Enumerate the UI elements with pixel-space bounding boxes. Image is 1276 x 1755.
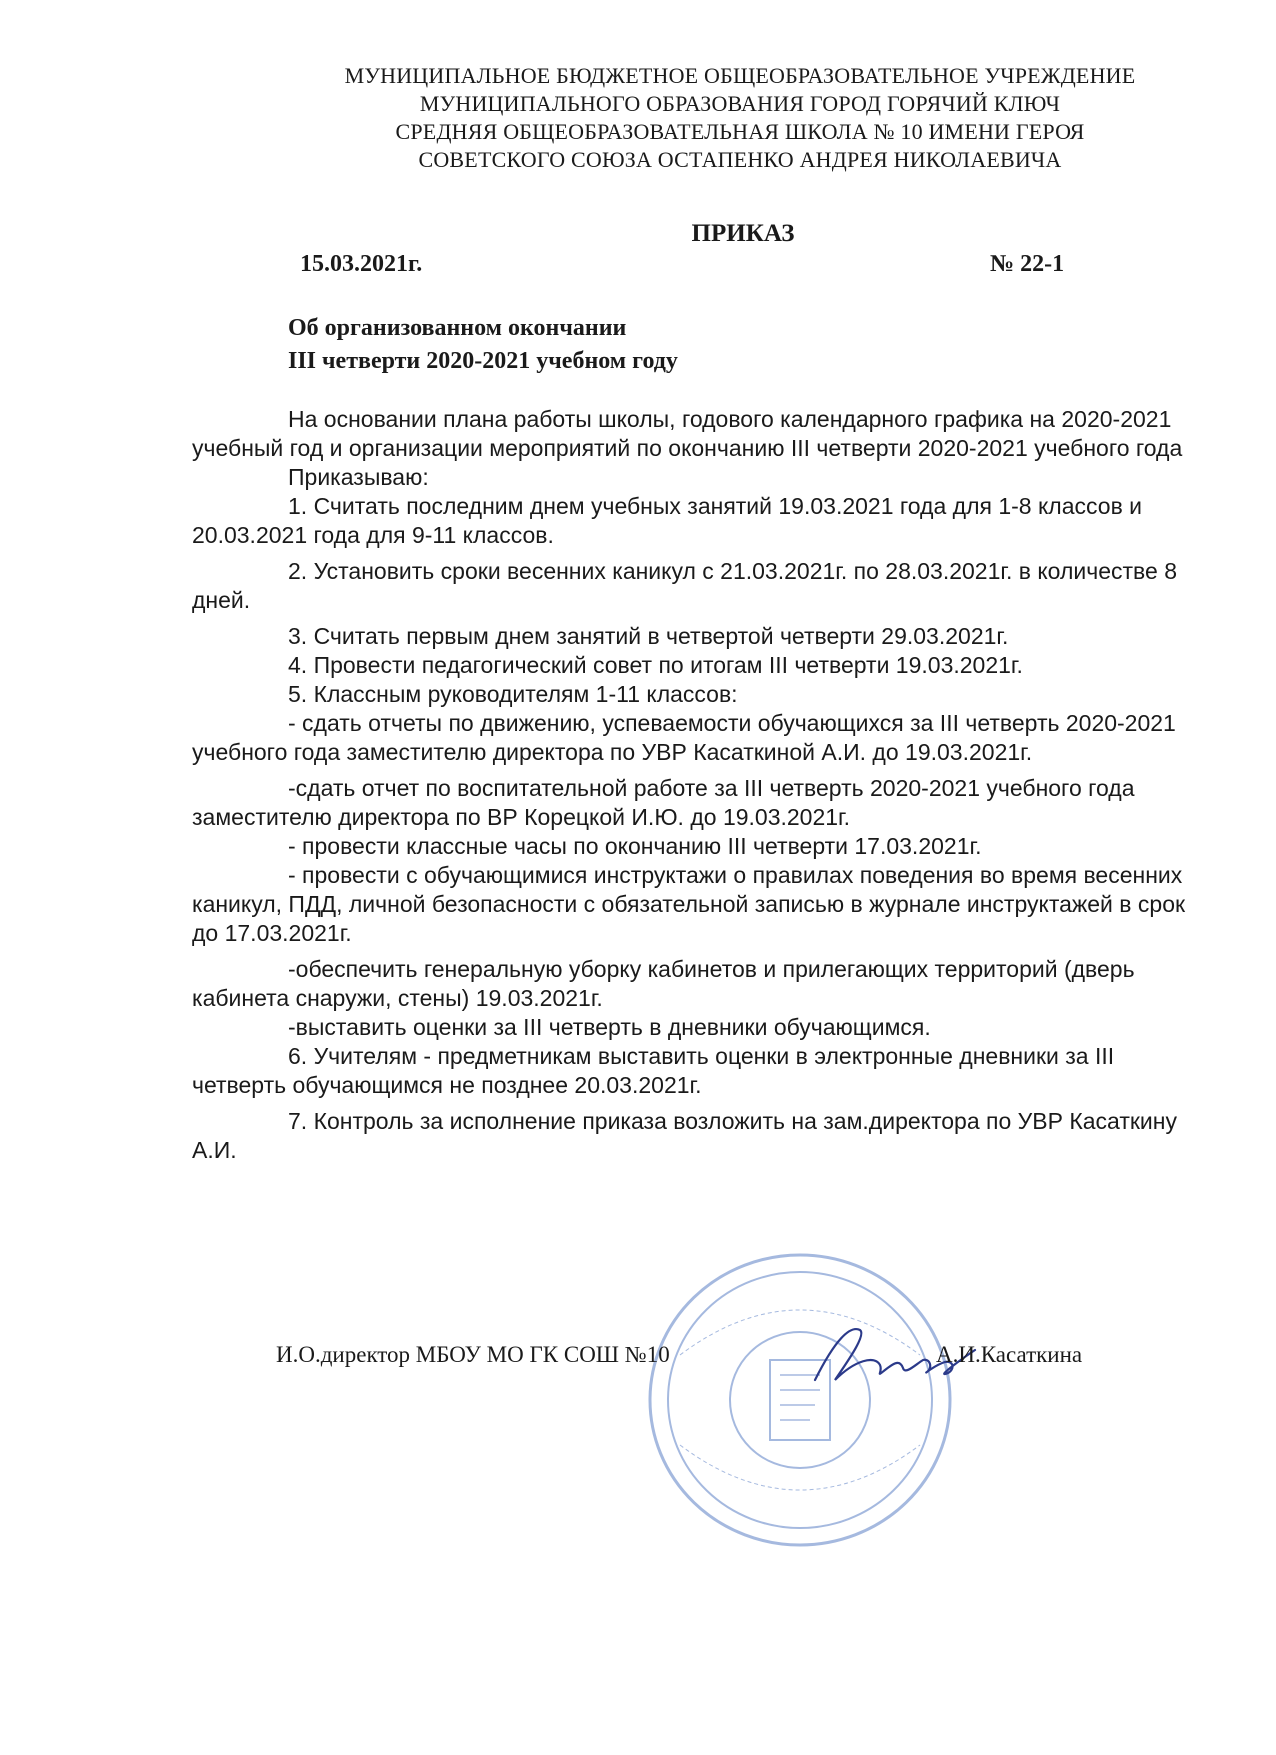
subject-line-2: III четверти 2020-2021 учебном году [288,348,678,374]
order-word: Приказываю: [288,464,429,490]
subitem-3: - провести классные часы по окончанию III четверти 17.03.2021г. [288,833,982,859]
signatory-position: И.О.директор МБОУ МО ГК СОШ №10 [276,1342,670,1367]
order-item-7: 7. Контроль за исполнение приказа возложить на зам.директора по УВР Касаткину А.И. [192,1108,1177,1163]
order-subject [288,312,678,378]
round-stamp-seal [640,1245,960,1555]
order-item-4: 4. Провести педагогический совет по итогам III четверти 19.03.2021г. [288,652,1023,678]
subitem-2: -сдать отчет по воспитательной работе за III четверть 2020-2021 учебного года заместителю директора по ВР Корецкой И.Ю. до 19.03.2021г. [192,775,1135,830]
header-line-1: МУНИЦИПАЛЬНОЕ БЮДЖЕТНОЕ ОБЩЕОБРАЗОВАТЕЛЬНОЕ УЧРЕЖДЕНИЕ [344,63,1136,88]
header-line-4: СОВЕТСКОГО СОЮЗА ОСТАПЕНКО АНДРЕЯ НИКОЛАЕВИЧА [418,147,1062,172]
subitem-1: - сдать отчеты по движению, успеваемости обучающихся за III четверть 2020-2021 учебного года заместителю директора по УВР Касаткиной А.И. до 19.03.2021г. [192,710,1176,765]
intro-paragraph: На основании плана работы школы, годового календарного графика на 2020-2021 учебный год и организации мероприятий по окончанию III четверти 2020-2021 учебного года [192,406,1183,461]
order-number: № 22-1 [990,251,1065,277]
signatory-name: А.И.Касаткина [936,1342,1083,1367]
subject-line-1: Об организованном окончании [288,315,627,341]
header-line-3: СРЕДНЯЯ ОБЩЕОБРАЗОВАТЕЛЬНАЯ ШКОЛА № 10 ИМЕНИ ГЕРОЯ [395,119,1085,144]
order-item-2: 2. Установить сроки весенних каникул с 21.03.2021г. по 28.03.2021г. в количестве 8 дней. [192,558,1177,613]
order-item-5: 5. Классным руководителям 1-11 классов: [288,681,738,707]
order-title: ПРИКАЗ [691,220,795,247]
header-line-2: МУНИЦИПАЛЬНОГО ОБРАЗОВАНИЯ ГОРОД ГОРЯЧИЙ КЛЮЧ [419,91,1061,116]
order-body [192,405,1202,1165]
order-item-6: 6. Учителям - предметникам выставить оценки в электронные дневники за III четверть обучающимся не позднее 20.03.2021г. [192,1043,1115,1098]
organization-header [250,62,1230,174]
order-date: 15.03.2021г. [300,251,423,277]
subitem-6: -выставить оценки за III четверть в дневники обучающимся. [288,1014,931,1040]
subitem-4: - провести с обучающимися инструктажи о правилах поведения во время весенних каникул, ПДД, личной безопасности с обязательной записью в журнале инструктажей в срок до 17.03.2021г. [192,862,1186,946]
order-item-1: 1. Считать последним днем учебных занятий 19.03.2021 года для 1-8 классов и 20.03.2021 года для 9-11 классов. [192,493,1143,548]
subitem-5: -обеспечить генеральную уборку кабинетов и прилегающих территорий (дверь кабинета снаружи, стены) 19.03.2021г. [192,956,1135,1011]
order-item-3: 3. Считать первым днем занятий в четвертой четверти 29.03.2021г. [288,623,1009,649]
